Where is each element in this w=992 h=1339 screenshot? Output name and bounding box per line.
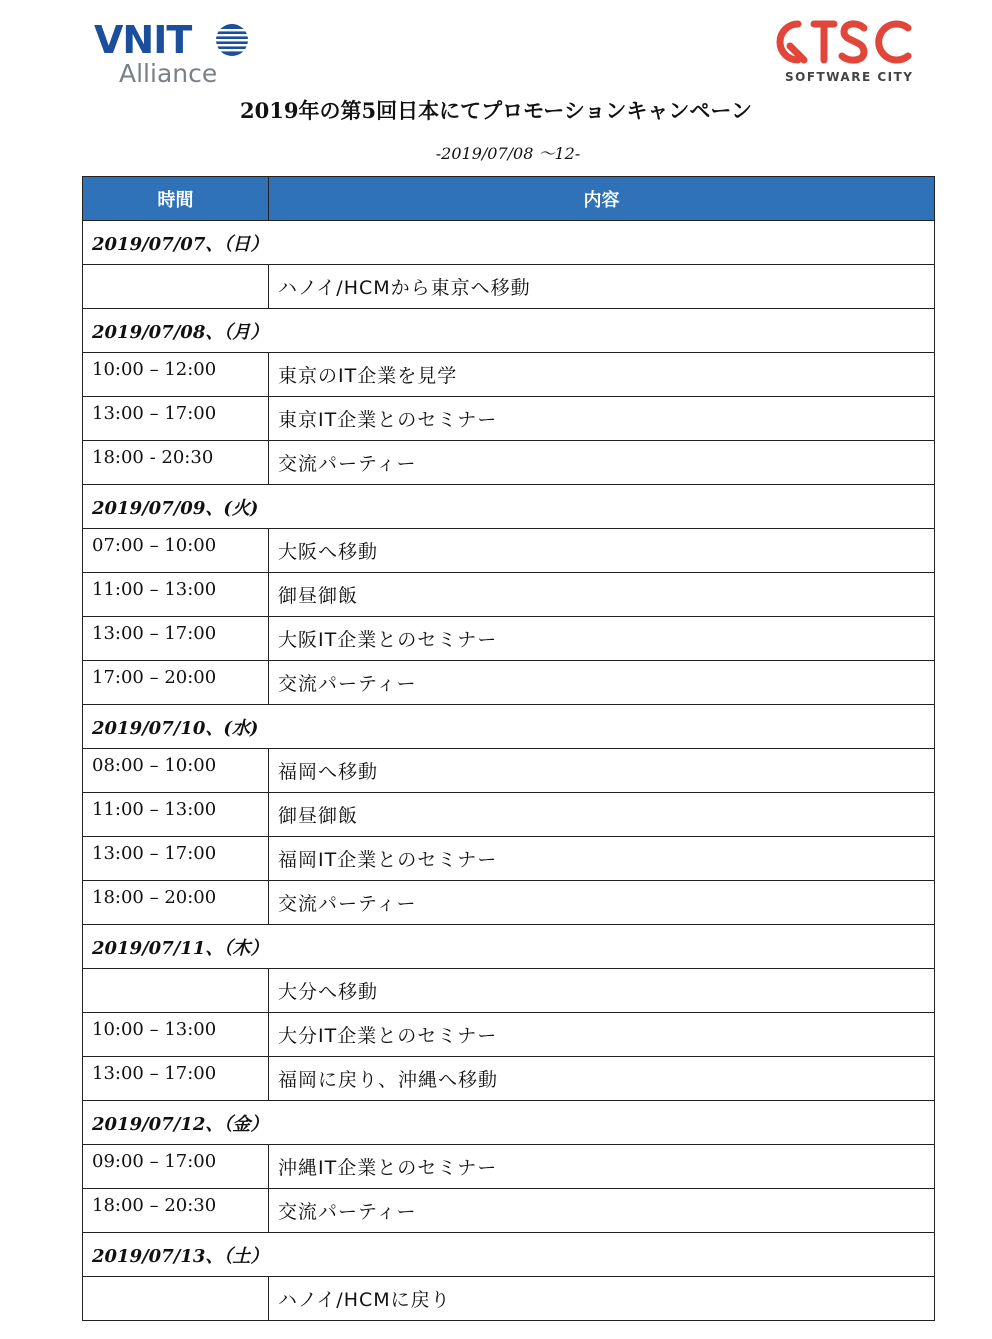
time-cell [83,969,269,1013]
date-row [83,1101,935,1145]
table-row [83,881,935,925]
time-cell: 17:00 – 20:00 [83,661,269,705]
date-cell: 2019/07/12、（金） [83,1101,935,1145]
activity-cell: 大阪へ移動 [269,529,935,573]
globe-icon [214,22,250,58]
time-cell: 11:00 – 13:00 [83,573,269,617]
activity-cell: 東京のIT企業を見学 [269,353,935,397]
time-cell: 10:00 – 13:00 [83,1013,269,1057]
activity-cell: 交流パーティー [269,881,935,925]
activity-cell: 大分IT企業とのセミナー [269,1013,935,1057]
table-row [83,749,935,793]
vnito-logo-subtext: Alliance [119,59,218,88]
table-row [83,837,935,881]
table-row [83,529,935,573]
document-title: 2019年の第5回日本にてプロモーションキャンペーン [240,98,752,123]
activity-cell: 大阪IT企業とのセミナー [269,617,935,661]
time-cell: 10:00 – 12:00 [83,353,269,397]
schedule-table [82,176,935,1321]
time-cell [83,1277,269,1321]
date-cell: 2019/07/10、(水) [83,705,935,749]
date-row [83,705,935,749]
time-cell: 13:00 – 17:00 [83,1057,269,1101]
activity-cell: 御昼御飯 [269,793,935,837]
time-cell [83,265,269,309]
activity-cell: 交流パーティー [269,1189,935,1233]
time-cell: 18:00 – 20:30 [83,1189,269,1233]
table-row [83,1145,935,1189]
table-row [83,265,935,309]
qtsc-software-city-logo [768,16,918,88]
activity-cell: 福岡に戻り、沖縄へ移動 [269,1057,935,1101]
table-header-row [83,177,935,221]
activity-cell: 東京IT企業とのセミナー [269,397,935,441]
table-row [83,441,935,485]
date-range-subtitle: -2019/07/08 〜12- [435,144,581,163]
date-cell: 2019/07/08、（月） [83,309,935,353]
vnito-logo-text: VNIT [94,18,192,62]
activity-cell: 福岡へ移動 [269,749,935,793]
activity-cell: 御昼御飯 [269,573,935,617]
table-row [83,969,935,1013]
activity-cell: 福岡IT企業とのセミナー [269,837,935,881]
activity-cell: 交流パーティー [269,661,935,705]
date-row [83,309,935,353]
time-cell: 13:00 – 17:00 [83,397,269,441]
activity-cell: 大分へ移動 [269,969,935,1013]
column-header-content: 内容 [269,177,935,221]
time-cell: 09:00 – 17:00 [83,1145,269,1189]
activity-cell: 交流パーティー [269,441,935,485]
date-row [83,925,935,969]
qtsc-logo-mark [768,16,918,68]
activity-cell: 沖縄IT企業とのセミナー [269,1145,935,1189]
table-row [83,1013,935,1057]
time-cell: 18:00 - 20:30 [83,441,269,485]
qtsc-logo-subtext: SOFTWARE CITY [785,70,914,84]
time-cell: 08:00 – 10:00 [83,749,269,793]
table-row [83,793,935,837]
activity-cell: ハノイ/HCMに戻り [269,1277,935,1321]
column-header-time: 時間 [83,177,269,221]
date-cell: 2019/07/07、（日） [83,221,935,265]
table-row [83,661,935,705]
date-row [83,221,935,265]
activity-cell: ハノイ/HCMから東京へ移動 [269,265,935,309]
date-row [83,485,935,529]
date-cell: 2019/07/11、（木） [83,925,935,969]
table-row [83,1057,935,1101]
table-row [83,573,935,617]
time-cell: 11:00 – 13:00 [83,793,269,837]
time-cell: 18:00 – 20:00 [83,881,269,925]
date-cell: 2019/07/13、（土） [83,1233,935,1277]
date-row [83,1233,935,1277]
time-cell: 07:00 – 10:00 [83,529,269,573]
time-cell: 13:00 – 17:00 [83,837,269,881]
table-row [83,353,935,397]
table-row [83,1277,935,1321]
time-cell: 13:00 – 17:00 [83,617,269,661]
table-row [83,617,935,661]
table-row [83,397,935,441]
vnito-alliance-logo [94,18,264,88]
date-cell: 2019/07/09、(火) [83,485,935,529]
table-row [83,1189,935,1233]
